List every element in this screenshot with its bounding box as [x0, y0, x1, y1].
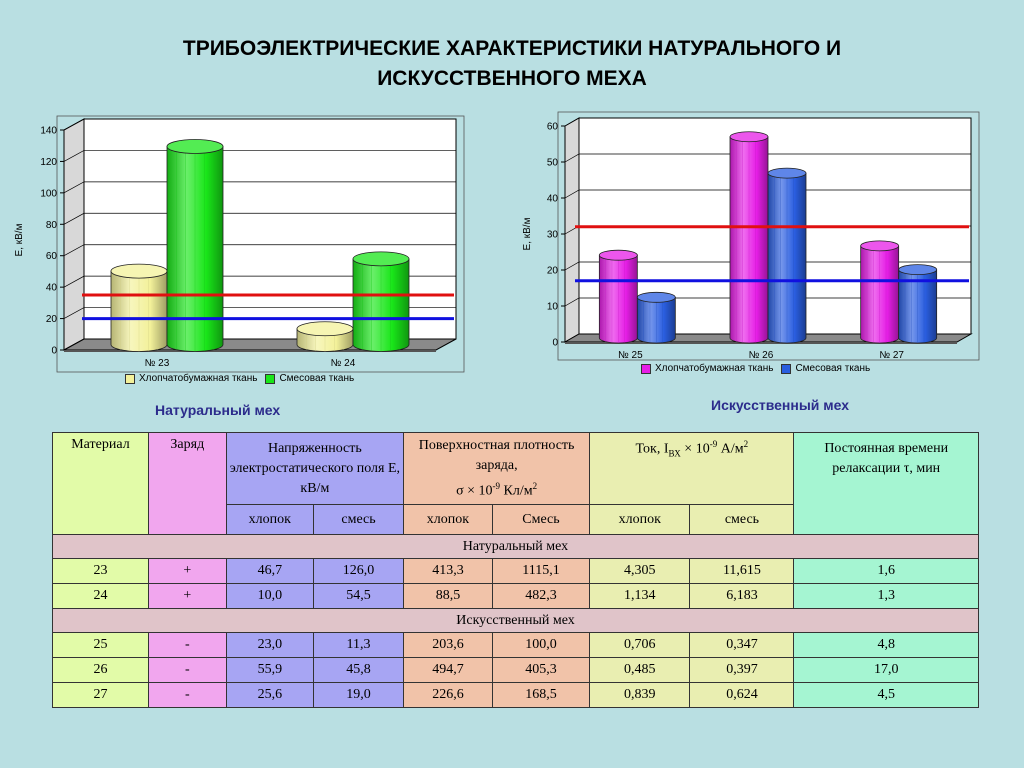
table-row: [53, 559, 979, 584]
table-row: [53, 683, 979, 708]
header-density-exp: -9: [492, 480, 501, 491]
y-axis-label: E, кВ/м: [14, 223, 25, 257]
y-tick-label: 0: [552, 337, 558, 349]
cell-field-mix: 19,0: [313, 683, 403, 708]
header-row: [53, 433, 979, 505]
natural-fur-chart: [0, 108, 480, 370]
cell-charge: -: [148, 683, 226, 708]
header-current-unit: А/м: [717, 441, 744, 457]
y-tick-label: 20: [45, 314, 57, 326]
bar-cap: [167, 140, 223, 154]
legend-label-mix: Смесовая ткань: [279, 373, 355, 384]
cell-field-cotton: 55,9: [226, 658, 313, 683]
y-tick-label: 80: [45, 219, 57, 231]
bar-cap: [353, 252, 409, 266]
table-row: [53, 658, 979, 683]
cell-relaxation: 4,8: [794, 633, 979, 658]
cell-field-cotton: 25,6: [226, 683, 313, 708]
x-tick-label: № 24: [330, 358, 356, 369]
cell-field-cotton: 10,0: [226, 584, 313, 609]
cell-density-mix: 100,0: [492, 633, 589, 658]
cell-density-mix: 405,3: [492, 658, 589, 683]
y-tick-label: 60: [546, 121, 558, 133]
artificial-fur-legend: [641, 363, 870, 374]
header-density-unit-exp: 2: [532, 480, 538, 491]
triboelectric-table: [52, 432, 979, 708]
table-row: [53, 584, 979, 609]
sub-header-density-mix: Смесь: [492, 505, 589, 535]
header-material: Материал: [53, 433, 149, 535]
header-density: [404, 433, 590, 505]
cell-field-mix: 54,5: [313, 584, 403, 609]
cell-material: 25: [53, 633, 149, 658]
table-row: [53, 633, 979, 658]
cell-current-cotton: 4,305: [590, 559, 690, 584]
artificial-fur-chart: [515, 108, 995, 368]
x-tick-label: № 27: [879, 350, 904, 361]
cell-density-mix: 168,5: [492, 683, 589, 708]
y-tick-label: 30: [546, 229, 558, 241]
sub-header-current-mix: смесь: [690, 505, 794, 535]
bar-cap: [861, 241, 899, 251]
cell-field-mix: 45,8: [313, 658, 403, 683]
x-tick-label: № 23: [144, 358, 170, 369]
y-tick-label: 100: [40, 188, 57, 200]
sub-header-field-cotton: хлопок: [226, 505, 313, 535]
bar-cap: [899, 265, 937, 275]
cell-density-cotton: 226,6: [404, 683, 493, 708]
natural-fur-legend: [125, 373, 354, 384]
sub-header-field-mix: смесь: [313, 505, 403, 535]
cell-charge: -: [148, 658, 226, 683]
cell-material: 27: [53, 683, 149, 708]
header-density-line1: Поверхностная плотность заряда,: [418, 437, 575, 473]
bar-cap: [599, 250, 637, 260]
y-tick-label: 40: [546, 193, 558, 205]
sub-header-current-cotton: хлопок: [590, 505, 690, 535]
y-tick-label: 60: [45, 251, 57, 263]
x-tick-label: № 26: [748, 350, 774, 361]
legend-label-mix: Смесовая ткань: [795, 363, 871, 374]
legend-swatch-mix: [265, 374, 275, 384]
header-current: [590, 433, 794, 505]
y-tick-label: 10: [546, 301, 558, 313]
bar-cap: [637, 292, 675, 302]
cell-material: 24: [53, 584, 149, 609]
y-tick-label: 0: [51, 345, 57, 357]
section-natural-label: Натуральный мех: [53, 535, 979, 559]
cell-current-mix: 6,183: [690, 584, 794, 609]
header-density-symbol: σ × 10: [456, 483, 493, 499]
header-current-label: Ток, I: [635, 441, 669, 457]
y-axis-label: E, кВ/м: [522, 217, 533, 251]
y-tick-label: 140: [40, 125, 57, 137]
cell-material: 26: [53, 658, 149, 683]
header-charge: Заряд: [148, 433, 226, 535]
section-artificial-label: Искусственный мех: [53, 609, 979, 633]
cell-charge: -: [148, 633, 226, 658]
plot-side-wall: [64, 119, 84, 350]
header-current-mult: × 10: [680, 441, 710, 457]
section-row-artificial: [53, 609, 979, 633]
bar-cap: [730, 132, 768, 142]
title-line-1: ТРИБОЭЛЕКТРИЧЕСКИЕ ХАРАКТЕРИСТИКИ НАТУРАЛЬНОГО И: [182, 37, 842, 60]
y-tick-label: 20: [546, 265, 558, 277]
cell-charge: +: [148, 559, 226, 584]
cell-relaxation: 4,5: [794, 683, 979, 708]
header-current-unit-exp: 2: [743, 439, 749, 449]
cell-current-cotton: 0,839: [590, 683, 690, 708]
cell-density-mix: 1115,1: [492, 559, 589, 584]
header-current-exp: -9: [709, 439, 718, 449]
y-tick-label: 120: [40, 156, 57, 168]
section-row-natural: [53, 535, 979, 559]
natural-fur-caption: Натуральный мех: [155, 402, 281, 418]
header-relaxation: Постоянная времени релаксации τ, мин: [794, 433, 979, 535]
cell-field-cotton: 46,7: [226, 559, 313, 584]
cell-field-cotton: 23,0: [226, 633, 313, 658]
cell-density-cotton: 88,5: [404, 584, 493, 609]
cell-density-cotton: 203,6: [404, 633, 493, 658]
cell-material: 23: [53, 559, 149, 584]
artificial-fur-caption: Искусственный мех: [711, 397, 850, 413]
bar-cap: [768, 168, 806, 178]
cell-density-cotton: 413,3: [404, 559, 493, 584]
cell-charge: +: [148, 584, 226, 609]
header-field: Напряженность электростатического поля E, кВ/м: [226, 433, 403, 505]
cell-current-mix: 0,624: [690, 683, 794, 708]
header-current-sub: ВХ: [668, 448, 681, 459]
cell-relaxation: 1,3: [794, 584, 979, 609]
cell-current-mix: 11,615: [690, 559, 794, 584]
y-tick-label: 50: [546, 157, 558, 169]
cell-relaxation: 1,6: [794, 559, 979, 584]
cell-current-cotton: 0,485: [590, 658, 690, 683]
x-tick-label: № 25: [618, 350, 643, 361]
title-line-2: ИСКУССТВЕННОГО МЕХА: [377, 67, 647, 90]
header-density-unit: Кл/м: [500, 483, 533, 499]
cell-current-cotton: 0,706: [590, 633, 690, 658]
legend-swatch-cotton: [641, 364, 651, 374]
cell-relaxation: 17,0: [794, 658, 979, 683]
cell-field-mix: 11,3: [313, 633, 403, 658]
cell-current-mix: 0,347: [690, 633, 794, 658]
page-title: [0, 34, 1024, 94]
cell-density-mix: 482,3: [492, 584, 589, 609]
legend-swatch-mix: [781, 364, 791, 374]
legend-swatch-cotton: [125, 374, 135, 384]
sub-header-density-cotton: хлопок: [404, 505, 493, 535]
legend-label-cotton: Хлопчатобумажная ткань: [655, 363, 774, 374]
cell-density-cotton: 494,7: [404, 658, 493, 683]
legend-label-cotton: Хлопчатобумажная ткань: [139, 373, 258, 384]
bar-cap: [111, 264, 167, 278]
bar-cap: [297, 322, 353, 336]
y-tick-label: 40: [45, 282, 57, 294]
cell-current-mix: 0,397: [690, 658, 794, 683]
cell-field-mix: 126,0: [313, 559, 403, 584]
cell-current-cotton: 1,134: [590, 584, 690, 609]
